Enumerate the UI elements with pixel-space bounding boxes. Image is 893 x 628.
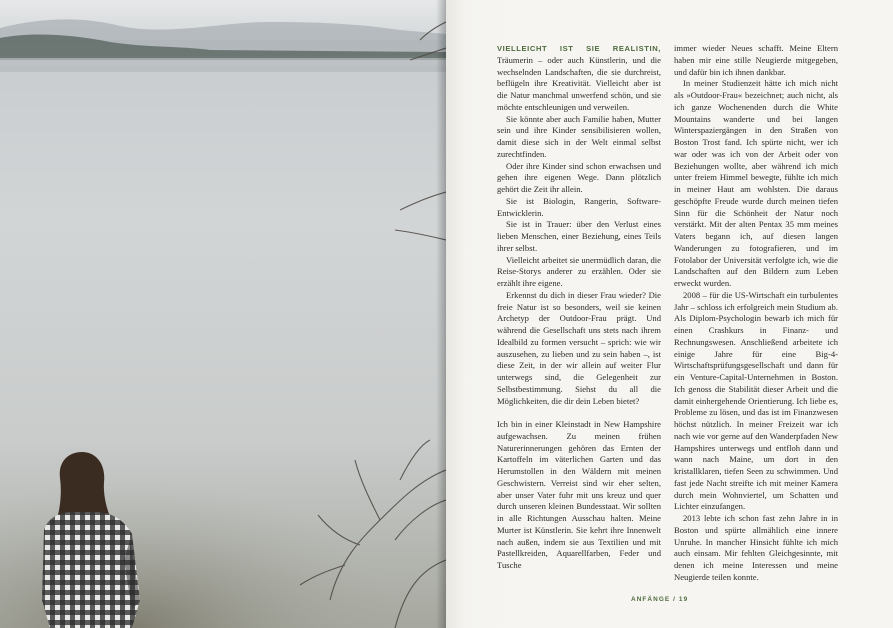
photo-page [0,0,446,628]
text-page [446,0,893,628]
lake-photo [0,0,446,628]
paragraph: immer wieder Neues schafft. Meine Eltern haben mir eine stille Neugierde mitgegeben, und dafür bin ich ihnen dankbar. [674,43,838,77]
paragraph: Vielleicht arbeitet sie unermüdlich daran, die Reise-Storys anderer zu erzählen. Oder sie erzählt ihre eigene. [497,254,661,288]
paragraph: Erkennst du dich in dieser Frau wieder? Die freie Natur ist so besonders, weil sie keinen Archetyp der Outdoor-Frau prägt. Und während die Gesellschaft uns stets nach ihrem Idealbild zu formen versucht – sprich: wie wir auszusehen, zu lieben und zu sein haben –, ist diese Zeit, in der wir allein auf weiter Flur unterwegs sind, die Gelegenheit zur Selbstbestimmung. Siehst du all die Möglichkeiten, die dir dein Leben bietet? [497,289,661,406]
paragraph: 2008 – für die US-Wirtschaft ein turbulentes Jahr – schloss ich erfolgreich mein Studium ab. Als Diplom-Psychologin bewarb ich mich für einen Crashkurs in Finanz- und Rechnungswesen. Anschließend arbeitete ich einige Jahre für eine Big-4-Wirtschaftsprüfungsgesellschaft und dann für ein Venture-Capital-Unternehmen in Boston. Ich genoss die Stabilität dieser Arbeit und die damit einhergehende Orientierung. Ich liebe es, Probleme zu lösen, und das ist im Finanzwesen höchst nützlich. In meiner Freizeit war ich nach wie vor gerne auf den Wanderpfaden New Hampshires unterwegs und entfloh dann und wann nach Maine, um dort in den kristallklaren, tiefen Seen zu schwimmen. Und fast jede Nacht streifte ich mit meiner Kamera durch mein Wohnviertel, um Schatten und Lichter einzufangen. [674,289,838,512]
paragraph: Sie ist in Trauer: über den Verlust eines lieben Menschen, einer Beziehung, eines Teils ihrer selbst. [497,219,661,253]
text-column-2 [674,43,838,584]
paragraph: 2013 lebte ich schon fast zehn Jahre in in Boston und spürte allmählich eine innere Unruhe. In mancher Hinsicht fühlte ich mich auch einsam. Mir fehlten Gleichgesinnte, mit denen ich meine Interessen und meine Neugierde teilen konnte. [674,513,838,582]
paragraph: Oder ihre Kinder sind schon erwachsen und gehen ihre eigenen Wege. Dann plötzlich gehört die Zeit ihr allein. [497,160,661,194]
paragraph: Ich bin in einer Kleinstadt in New Hampshire aufgewachsen. Zu meinen frühen Naturerinnerungen gehören das Ernten der Kartoffeln im väterlichen Garten und das Herumstollen in den Wäldern mit meinen Geschwistern. Verreist sind wir eher selten, aber unser Vater fuhr mit uns kreuz und quer durch unseren kleinen Bundesstaat. Wir sollten in alle Richtungen Ausschau halten. Meine Murter ist Künstlerin. Sie kehrt ihre Innenwelt nach außen, indem sie aus Textilien und mit Pastellkreiden, Aquarellfarben, Feder und Tusche [497,419,661,570]
paragraph: Sie könnte aber auch Familie haben, Mutter sein und ihre Kinder sensibilisieren wollen, damit diese sich in der Welt einmal selbst zurechtfinden. [497,113,661,159]
paragraph: VIELLEICHT IST SIE REALISTIN, Träumerin – oder auch Künstlerin, und die wechselnden Landschaften, die sie durchreist, beflügeln ihre Kreativität. Vielleicht aber ist die Natur manchmal unwerfend schön, und sie möchte entschleunigen und verweilen. [497,44,661,112]
paragraph: Sie ist Biologin, Rangerin, Software-Entwicklerin. [497,195,661,218]
page-number: ANFÄNGE / 19 [631,596,689,603]
lead-in: VIELLEICHT IST SIE REALISTIN, [497,44,661,53]
text-column-1 [497,43,661,572]
paragraph: In meiner Studienzeit hätte ich mich nicht als »Outdoor-Frau« bezeichnet; auch nicht, als ich ganze Wochenenden durch die White Mountains wanderte und bei langen Winterspaziergängen in den Straßen von Boston Trost fand. Ich spürte nicht, wer ich war oder was ich von der Arbeit oder von Beziehungen wollte, aber während ich mich unter freiem Himmel bewegte, fühlte ich mich in meiner Haut am wohlsten. Die daraus geschöpfte Freude wurde durch meinen tiefen Sinn für die Schönheit der Natur noch verstärkt. Mit der alten Pentax 35 mm meines Vaters begann ich, auf diesen langen Wanderungen zu fotografieren, und im Fotolabor der Universität verfolgte ich, wie die Landschaften auf den Bildern zum Leben erweckt wurden. [674,78,838,288]
